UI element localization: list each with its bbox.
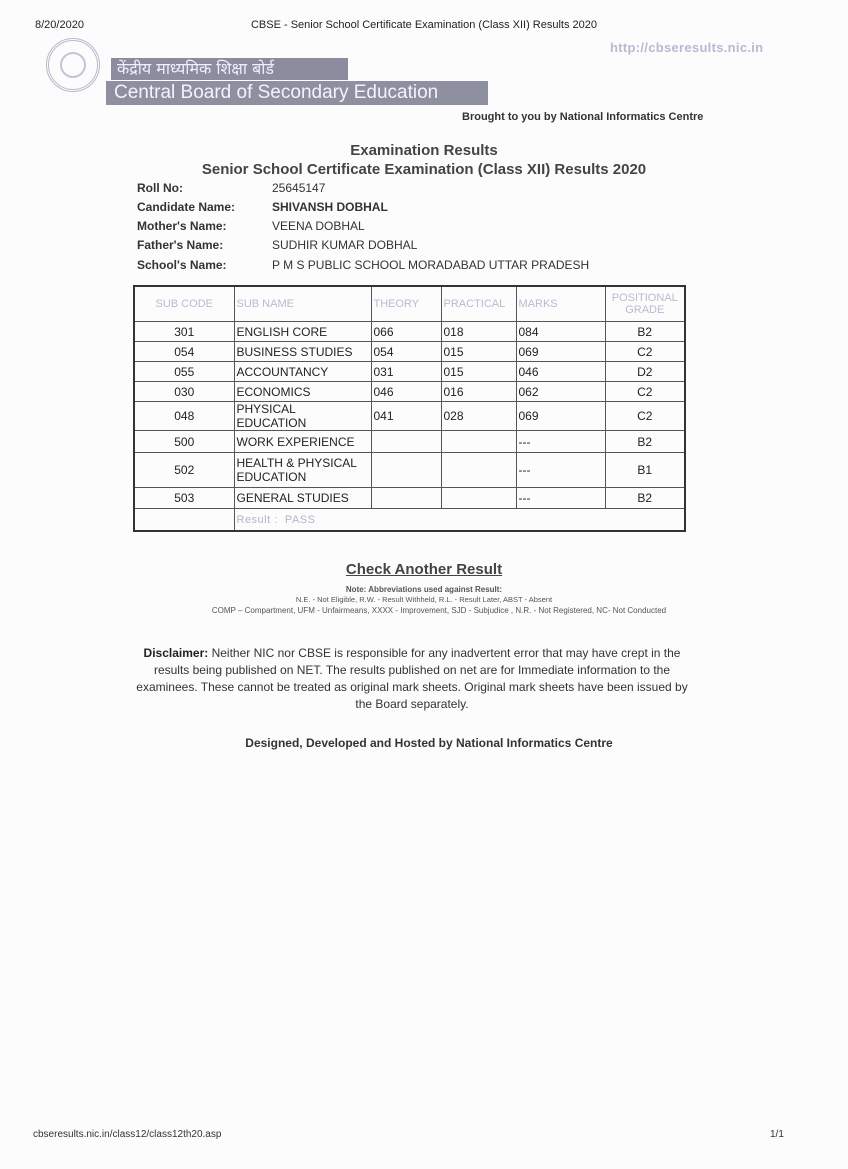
sub-name: GENERAL STUDIES — [234, 488, 371, 509]
roll-no-label: Roll No: — [137, 181, 183, 195]
table-row — [134, 453, 685, 488]
sub-code: 030 — [134, 382, 234, 402]
grade: C2 — [605, 342, 685, 362]
result-empty-cell — [134, 509, 234, 532]
candidate-name-value: SHIVANSH DOBHAL — [272, 200, 388, 214]
sub-name: ECONOMICS — [234, 382, 371, 402]
theory-marks: 054 — [371, 342, 441, 362]
practical-marks — [441, 453, 516, 488]
table-row — [134, 322, 685, 342]
total-marks: 084 — [516, 322, 605, 342]
theory-marks: 066 — [371, 322, 441, 342]
brought-by: Brought to you by National Informatics Centre — [462, 111, 704, 123]
result-cell — [234, 509, 685, 532]
grade: C2 — [605, 382, 685, 402]
sub-name: BUSINESS STUDIES — [234, 342, 371, 362]
notes-line-2: COMP – Compartment, UFM - Unfairmeans, XXXX - Improvement, SJD - Subjudice , N.R. - Not Registered, NC- Not Conducted — [211, 606, 667, 615]
disclaimer-label: Disclaimer: — [143, 646, 209, 660]
sub-code: 503 — [134, 488, 234, 509]
designed-by: Designed, Developed and Hosted by National Informatics Centre — [245, 736, 613, 750]
header-positional-grade: POSITIONAL GRADE — [605, 286, 685, 322]
school-name-value: P M S PUBLIC SCHOOL MORADABAD UTTAR PRADESH — [272, 258, 590, 272]
page-subtitle: Senior School Certificate Examination (Class XII) Results 2020 — [201, 161, 647, 178]
sub-name: HEALTH & PHYSICAL EDUCATION — [234, 453, 371, 488]
total-marks: 062 — [516, 382, 605, 402]
theory-marks — [371, 453, 441, 488]
sub-code: 502 — [134, 453, 234, 488]
grade: C2 — [605, 402, 685, 431]
header-marks: MARKS — [516, 286, 605, 322]
print-title: CBSE - Senior School Certificate Examination (Class XII) Results 2020 — [250, 19, 598, 31]
notes-line-1: N.E. - Not Eligible, R.W. - Result Withheld, R.L. - Result Later, ABST - Absent — [295, 595, 553, 604]
header-url[interactable]: http://cbseresults.nic.in — [610, 40, 764, 55]
disclaimer-text: Neither NIC nor CBSE is responsible for any inadvertent error that may have crept in the results being published on NET. The results published on net are for Immediate information to the examinees. These cannot be treated as original mark sheets. Original mark sheets have been issued by the Board separately. — [136, 646, 688, 711]
grade: B1 — [605, 453, 685, 488]
theory-marks: 041 — [371, 402, 441, 431]
theory-marks — [371, 431, 441, 453]
practical-marks: 028 — [441, 402, 516, 431]
board-name-english: Central Board of Secondary Education — [106, 81, 488, 105]
school-name-label: School's Name: — [137, 258, 227, 272]
sub-name: WORK EXPERIENCE — [234, 431, 371, 453]
table-row — [134, 431, 685, 453]
theory-marks: 031 — [371, 362, 441, 382]
result-label: Result : — [236, 513, 278, 526]
cbse-seal-icon — [46, 38, 100, 92]
mother-name-label: Mother's Name: — [137, 219, 227, 233]
grade: D2 — [605, 362, 685, 382]
practical-marks — [441, 431, 516, 453]
sub-code: 054 — [134, 342, 234, 362]
candidate-name-label: Candidate Name: — [137, 200, 236, 214]
sub-code: 301 — [134, 322, 234, 342]
header-theory: THEORY — [371, 286, 441, 322]
theory-marks — [371, 488, 441, 509]
sub-name: ENGLISH CORE — [234, 322, 371, 342]
grade: B2 — [605, 322, 685, 342]
sub-code: 048 — [134, 402, 234, 431]
marks-table — [133, 285, 686, 532]
result-row — [134, 509, 685, 532]
roll-no-value: 25645147 — [272, 181, 326, 195]
check-another-result-link[interactable]: Check Another Result — [345, 561, 503, 578]
print-date: 8/20/2020 — [35, 19, 84, 31]
table-row — [134, 362, 685, 382]
total-marks: --- — [516, 488, 605, 509]
total-marks: --- — [516, 431, 605, 453]
notes-heading: Note: Abbreviations used against Result: — [345, 585, 503, 594]
practical-marks — [441, 488, 516, 509]
footer-url: cbseresults.nic.in/class12/class12th20.asp — [33, 1129, 222, 1140]
header-practical: PRACTICAL — [441, 286, 516, 322]
sub-code: 055 — [134, 362, 234, 382]
board-name-hindi: केंद्रीय माध्यमिक शिक्षा बोर्ड — [111, 58, 348, 80]
mother-name-value: VEENA DOBHAL — [272, 219, 365, 233]
page-title: Examination Results — [350, 142, 498, 159]
practical-marks: 016 — [441, 382, 516, 402]
practical-marks: 015 — [441, 362, 516, 382]
total-marks: 046 — [516, 362, 605, 382]
theory-marks: 046 — [371, 382, 441, 402]
result-value: PASS — [284, 513, 316, 526]
header-sub-name: SUB NAME — [234, 286, 371, 322]
sub-name: PHYSICAL EDUCATION — [234, 402, 371, 431]
total-marks: --- — [516, 453, 605, 488]
table-row — [134, 488, 685, 509]
grade: B2 — [605, 431, 685, 453]
sub-name: ACCOUNTANCY — [234, 362, 371, 382]
header-sub-code: SUB CODE — [134, 286, 234, 322]
total-marks: 069 — [516, 342, 605, 362]
disclaimer — [134, 645, 690, 713]
table-header-row — [134, 286, 685, 322]
grade: B2 — [605, 488, 685, 509]
table-row — [134, 342, 685, 362]
table-row — [134, 382, 685, 402]
sub-code: 500 — [134, 431, 234, 453]
table-row — [134, 402, 685, 431]
total-marks: 069 — [516, 402, 605, 431]
father-name-label: Father's Name: — [137, 238, 224, 252]
practical-marks: 018 — [441, 322, 516, 342]
father-name-value: SUDHIR KUMAR DOBHAL — [272, 238, 418, 252]
practical-marks: 015 — [441, 342, 516, 362]
footer-page-number: 1/1 — [770, 1129, 784, 1140]
